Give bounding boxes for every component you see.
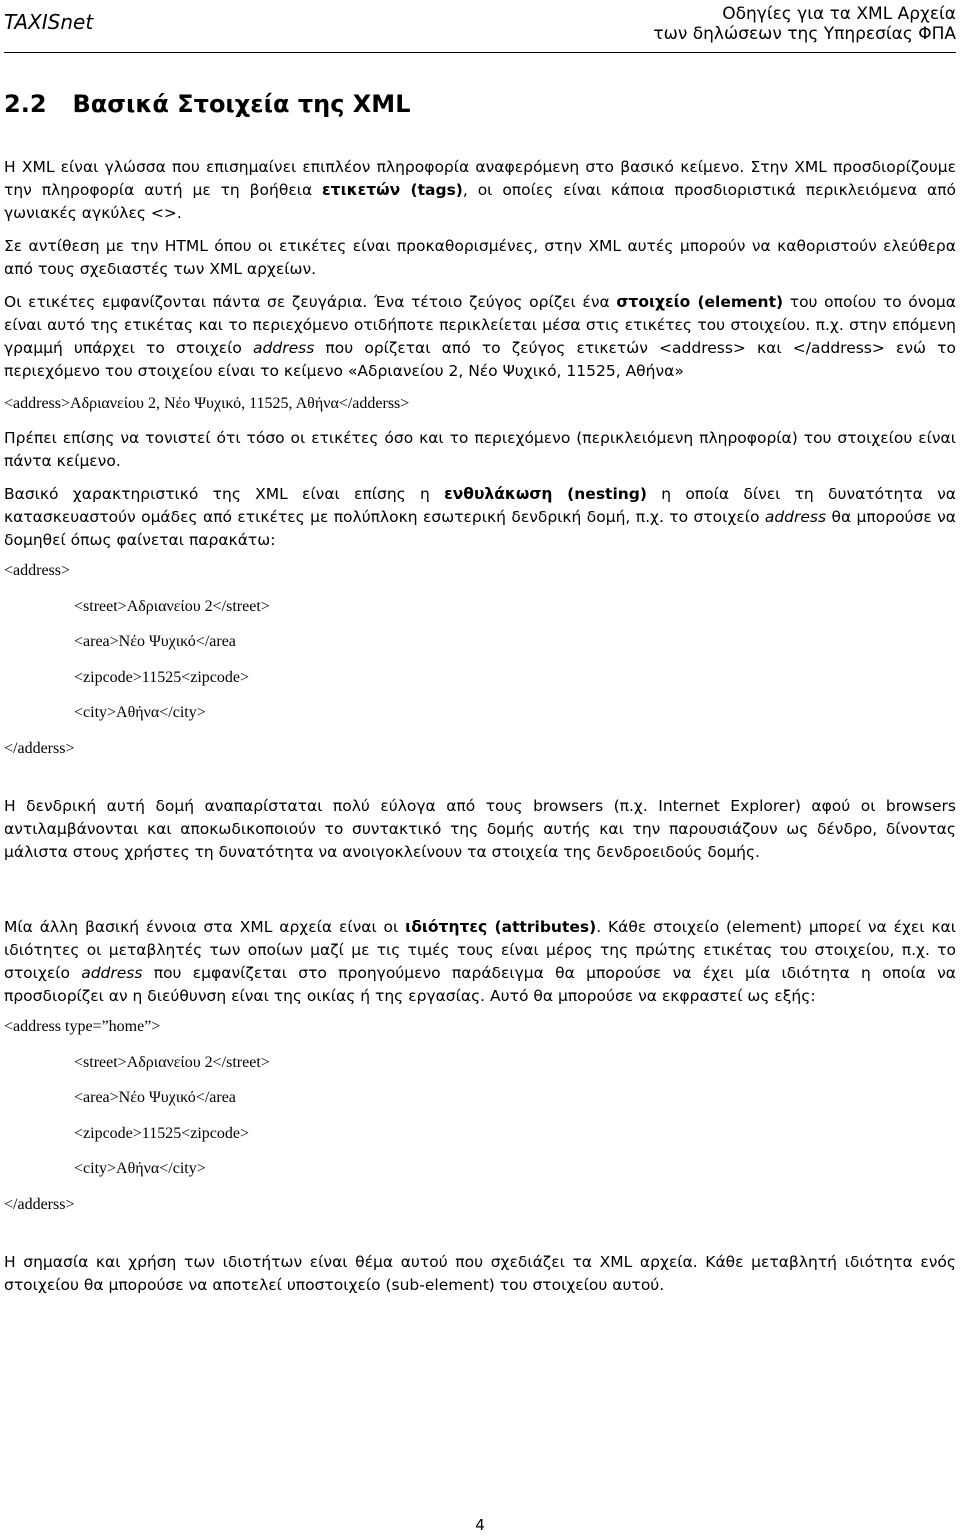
header-title-line2: των δηλώσεων της Υπηρεσίας ΦΠΑ [653, 24, 956, 44]
header-title-line1: Οδηγίες για τα XML Αρχεία [722, 4, 956, 24]
section-title: Βασικά Στοιχεία της XML [72, 90, 411, 118]
paragraph-text-content: Πρέπει επίσης να τονιστεί ότι τόσο οι ετικέτες όσο και το περιεχόμενο (περικλειόμενη πληροφορία) του στοιχείου είναι πάντα κείμενο. [4, 429, 956, 470]
document-body [4, 86, 956, 1307]
code-line: <city>Αθήνα</city> [74, 704, 206, 721]
section-number: 2.2 [4, 90, 47, 118]
text-run: Βασικό χαρακτηριστικό της XML είναι επίσης η [4, 485, 445, 503]
code-line: <area>Νέο Ψυχικό</area [74, 633, 236, 650]
code-example-nested [4, 560, 956, 773]
bold-term-element: στοιχείο (element) [616, 293, 784, 311]
text-run: του οποίου το όνομα είναι αυτό της ετικέτας και το περιεχόμενο οτιδήποτε περικλείεται μέσα στις ετικέτες του στοιχείου. π.χ. στην επόμενη γραμμή υπάρχει το στοιχείο [4, 293, 957, 357]
bold-term-nesting: ενθυλάκωση (nesting) [444, 485, 647, 503]
page-header [4, 2, 956, 53]
code-line: <zipcode>11525<zipcode> [74, 1124, 249, 1142]
paragraph-browsers: Η δενδρική αυτή δομή αναπαρίσταται πολύ εύλογα από τους browsers (π.χ. Internet Explorer) αφού οι browsers αντιλαμβάνονται και αποκωδικοποιούν το συντακτικό της δομής αυτής και την παρουσιάζουν ως δένδρο, δίνοντας μάλιστα στους χρήστες τη δυνατότητα να ανοιγοκλείνουν τα στοιχεία της δενδροειδούς δομής. [4, 797, 956, 861]
code-line: <city>Αθήνα</city> [74, 1160, 206, 1177]
paragraph-intro [4, 156, 956, 225]
code-line: <zipcode>11525<zipcode> [74, 668, 249, 686]
code-line: <area>Νέο Ψυχικό</area [74, 1089, 236, 1106]
italic-term-address: address [764, 508, 827, 526]
code-example-attributes [4, 1016, 956, 1229]
spacer [4, 874, 956, 916]
text-run: που εμφανίζεται στο προηγούμενο παράδειγμα θα μπορούσε να έχει μία ιδιότητα η οποία να προσδιορίζει αν η διεύθυνση είναι της οικίας ή της εργασίας. Αυτό θα μπορούσε να εκφραστεί ως εξής: [4, 964, 956, 1005]
code-line: <street>Αδριανείου 2</street> [74, 1053, 270, 1071]
code-line: <street>Αδριανείου 2</street> [74, 597, 270, 615]
paragraph-html-contrast: Σε αντίθεση με την HTML όπου οι ετικέτες είναι προκαθορισμένες, στην XML αυτές μπορούν να καθοριστούν ελεύθερα από τους σχεδιαστές των XML αρχείων. [4, 237, 956, 278]
header-title [653, 4, 956, 44]
bold-term-tags: ετικετών (tags) [322, 181, 463, 199]
spacer [4, 1229, 956, 1251]
paragraph-attributes-usage: Η σημασία και χρήση των ιδιοτήτων είναι θέμα αυτού που σχεδιάζει τα XML αρχεία. Κάθε μεταβλητή ιδιότητα ενός στοιχείου θα μπορούσε να αποτελεί υποστοιχείο (sub-element) του στοιχείου αυτού. [4, 1253, 956, 1294]
code-line: </adderss> [4, 1195, 75, 1213]
text-run: θα μπορούσε να δομηθεί όπως φαίνεται παρακάτω: [4, 508, 956, 549]
text-run: . Κάθε στοιχείο (element) μπορεί να έχει και ιδιότητες οι μεταβλητές των οποίων μαζί με τις τιμές τους είναι μέρος της πρώτης ετικέτας του στοιχείου, π.χ. το στοιχείο [4, 918, 957, 982]
code-line: </adderss> [4, 739, 75, 757]
code-line: <address> [4, 562, 71, 579]
italic-term-address: address [253, 339, 315, 357]
text-run: Η XML είναι γλώσσα που επισημαίνει επιπλέον πληροφορία αναφερόμενη στο βασικό κείμενο. Στην XML προσδιορίζουμε την πληροφορία αυτή με τη βοήθεια [4, 158, 956, 199]
page-number: 4 [475, 1516, 485, 1534]
bold-term-attributes: ιδιότητες (attributes) [405, 918, 597, 936]
paragraph-nesting [4, 483, 956, 552]
text-run: Μία άλλη βασική έννοια στα XML αρχεία είναι οι [4, 918, 406, 936]
paragraph-attributes [4, 916, 956, 1008]
italic-term-address: address [81, 964, 143, 982]
header-brand: TAXISnet [4, 10, 94, 34]
text-run: που ορίζεται από το ζεύγος ετικετών <address> και </address> ενώ το περιεχόμενο του στοιχείου είναι το κείμενο «Αδριανείου 2, Νέο Ψυχικό, 11525, Αθήνα» [4, 339, 956, 380]
paragraph-elements [4, 291, 956, 383]
text-run: , οι οποίες είναι κάποια προσδιοριστικά περικλειόμενα από γωνιακές αγκύλες <>. [4, 181, 957, 222]
code-example-inline: <address>Αδριανείου 2, Νέο Ψυχικό, 11525, Αθήνα</adderss> [4, 395, 410, 412]
section-heading [4, 86, 956, 122]
code-line: <address type=”home”> [4, 1018, 161, 1035]
text-run: η οποία δίνει τη δυνατότητα να κατασκευαστούν ομάδες από ετικέτες με πολύπλοκη εσωτερική δενδρική δομή, π.χ. το στοιχείο [4, 485, 956, 526]
text-run: Οι ετικέτες εμφανίζονται πάντα σε ζευγάρια. Ένα τέτοιο ζεύγος ορίζει ένα [4, 293, 617, 311]
spacer [4, 773, 956, 795]
